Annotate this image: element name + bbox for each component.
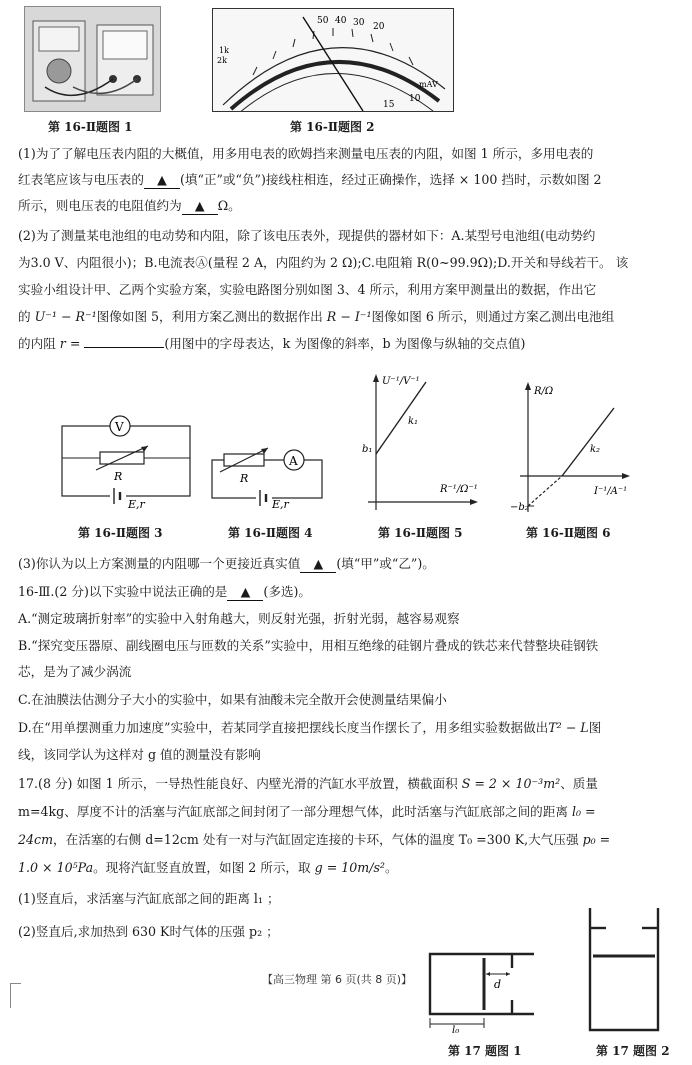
- q17-l2: m=4kg、厚度不计的活塞与汽缸底部之间封闭了一部分理想气体，此时活塞与汽缸底部之间的距离 l₀ =: [18, 804, 596, 819]
- q17-l4: 1.0 × 10⁵Pa。现将汽缸竖直放置，如图 2 所示，取 g = 10m/s²。: [18, 860, 398, 875]
- q16-3-option-b-l2: 芯，是为了减少涡流: [18, 664, 132, 679]
- dial-label-2k: 2k: [217, 56, 227, 65]
- q16-3-option-b-l1: B.“探究变压器原、副线圈电压与匝数的关系”实验中，用相互绝缘的硅钢片叠成的铁芯来代替整块硅钢铁: [18, 638, 599, 653]
- q16-2-p2-l5: 的内阻 r = (用图中的字母表达，k 为图像的斜率，b 为图像与纵轴的交点值): [18, 336, 526, 351]
- answer-blank-3[interactable]: ▲: [300, 556, 336, 573]
- q16-2-p1-l1: (1)为了了解电压表内阻的大概值，用多用电表的欧姆挡来测量电压表的内阻，如图 1 所示，多用电表的: [18, 146, 594, 161]
- fig5-slope-label: k₁: [408, 416, 419, 427]
- q16-2-p2-l1: (2)为了测量某电池组的电动势和内阻，除了该电压表外，现提供的器材如下：A.某型号电池组(电动势约: [18, 228, 596, 243]
- fig3-voltmeter-symbol: V: [115, 420, 124, 434]
- dial-label-mav: mAV: [419, 80, 438, 89]
- multimeter-photo: [24, 6, 161, 112]
- fig1-caption: 第 16-Ⅱ题图 1: [48, 120, 133, 134]
- circuit-fig4: [206, 436, 330, 510]
- fig4-resistor-label: R: [240, 472, 249, 485]
- dial-tick-20: 20: [373, 22, 385, 32]
- graph-fig6: [510, 380, 634, 514]
- graph-fig5: [356, 372, 480, 514]
- q16-2-p2-l4: 的 U⁻¹ − R⁻¹图像如图 5，利用方案乙测出的数据作出 R − I⁻¹图像如图 6 所示，则通过方案乙测出电池组: [18, 309, 615, 324]
- ohmmeter-dial: [212, 8, 454, 112]
- dial-label-1k: 1k: [219, 46, 229, 55]
- dial-tick-15: 15: [383, 100, 395, 110]
- dial-tick-30: 30: [353, 18, 365, 28]
- circuit-fig3: [52, 400, 202, 510]
- q16-3-option-c: C.在油膜法估测分子大小的实验中，如果有油酸未完全散开会使测量结果偏小: [18, 692, 447, 707]
- fig17-2-caption: 第 17 题图 2: [596, 1044, 670, 1058]
- answer-blank-2[interactable]: ▲: [182, 198, 218, 215]
- q17-sub1: (1)竖直后，求活塞与汽缸底部之间的距离 l₁ ；: [18, 891, 280, 906]
- fig6-slope-label: k₂: [590, 444, 601, 455]
- q16-2-p1-l2: 红表笔应该与电压表的 ▲ (填“正”或“负”)接线柱相连，经过正确操作，选择 × 100 挡时，示数如图 2: [18, 172, 602, 187]
- formula-u-r: U⁻¹ − R⁻¹: [34, 309, 97, 324]
- answer-blank-1[interactable]: ▲: [144, 172, 180, 189]
- fig3-resistor-label: R: [114, 470, 123, 483]
- q16-2-p3: (3)你认为以上方案测量的内阻哪一个更接近真实值 ▲ (填“甲”或“乙”)。: [18, 556, 435, 571]
- fig17-1-caption: 第 17 题图 1: [448, 1044, 522, 1058]
- q17-l1: 17.(8 分) 如图 1 所示，一导热性能良好、内壁光滑的汽缸水平放置，横截面积 S = 2 × 10⁻³m²、质量: [18, 776, 598, 791]
- q16-2-p1-l3: 所示，则电压表的电阻值约为 ▲ Ω。: [18, 198, 241, 213]
- q16-3-option-d-l1: D.在“用单摆测重力加速度”实验中，若某同学直接把摆线长度当作摆长了，用多组实验数据做出T² − L图: [18, 720, 602, 735]
- fig5-y-label: U⁻¹/V⁻¹: [382, 376, 420, 387]
- fig5-x-label: R⁻¹/Ω⁻¹: [440, 484, 478, 495]
- fig3-caption: 第 16-Ⅱ题图 3: [78, 526, 163, 540]
- fig17-1-l0-label: l₀: [452, 1025, 460, 1034]
- fig5-caption: 第 16-Ⅱ题图 5: [378, 526, 463, 540]
- fig6-intercept-label: −b₂: [510, 502, 529, 513]
- q16-3-option-d-l2: 线，该同学认为这样对 g 值的测量没有影响: [18, 747, 261, 762]
- dial-tick-50: 50: [317, 16, 329, 26]
- q17-l3: 24cm，在活塞的右侧 d=12cm 处有一对与汽缸固定连接的卡环，气体的温度 T₀ =300 K,大气压强 p₀ =: [18, 832, 611, 847]
- fig6-x-label: I⁻¹/A⁻¹: [594, 486, 628, 497]
- fig4-caption: 第 16-Ⅱ题图 4: [228, 526, 313, 540]
- q16-2-p2-l2: 为3.0 V、内阻很小)；B.电流表Ⓐ(量程 2 A，内阻约为 2 Ω);C.电阻箱 R(0~99.9Ω);D.开关和导线若干。 该: [18, 255, 629, 270]
- dial-tick-10: 10: [409, 94, 421, 104]
- cylinder-fig2: [584, 904, 664, 1036]
- q16-3-option-a: A.“测定玻璃折射率”的实验中入射角越大，则反射光强，折射光弱，越容易观察: [18, 611, 460, 626]
- fig2-caption: 第 16-Ⅱ题图 2: [290, 120, 375, 134]
- fig6-caption: 第 16-Ⅱ题图 6: [526, 526, 611, 540]
- q16-3-stem: 16-Ⅲ.(2 分)以下实验中说法正确的是 ▲ (多选)。: [18, 584, 312, 599]
- fig3-battery-label: E,r: [128, 498, 145, 510]
- q16-2-p2-l3: 实验小组设计甲、乙两个实验方案，实验电路图分别如图 3、4 所示，利用方案甲测量出的数据，作出它: [18, 282, 597, 297]
- q17-sub2: (2)竖直后,求加热到 630 K时气体的压强 p₂ ；: [18, 924, 279, 939]
- fig4-ammeter-symbol: A: [289, 454, 298, 468]
- page-corner-mark: [10, 983, 21, 1008]
- cylinder-fig1: [424, 948, 544, 1034]
- fig17-1-d-label: d: [494, 978, 502, 991]
- answer-blank-4[interactable]: ▲: [227, 584, 263, 601]
- dial-tick-40: 40: [335, 16, 347, 26]
- formula-r-i: R − I⁻¹: [326, 309, 372, 324]
- answer-blank-r[interactable]: [84, 347, 164, 348]
- page-footer: 【高三物理 第 6 页(共 8 页)】: [262, 973, 413, 986]
- fig4-battery-label: E,r: [272, 498, 289, 510]
- fig6-y-label: R/Ω: [534, 386, 554, 397]
- fig5-intercept-label: b₁: [362, 444, 373, 455]
